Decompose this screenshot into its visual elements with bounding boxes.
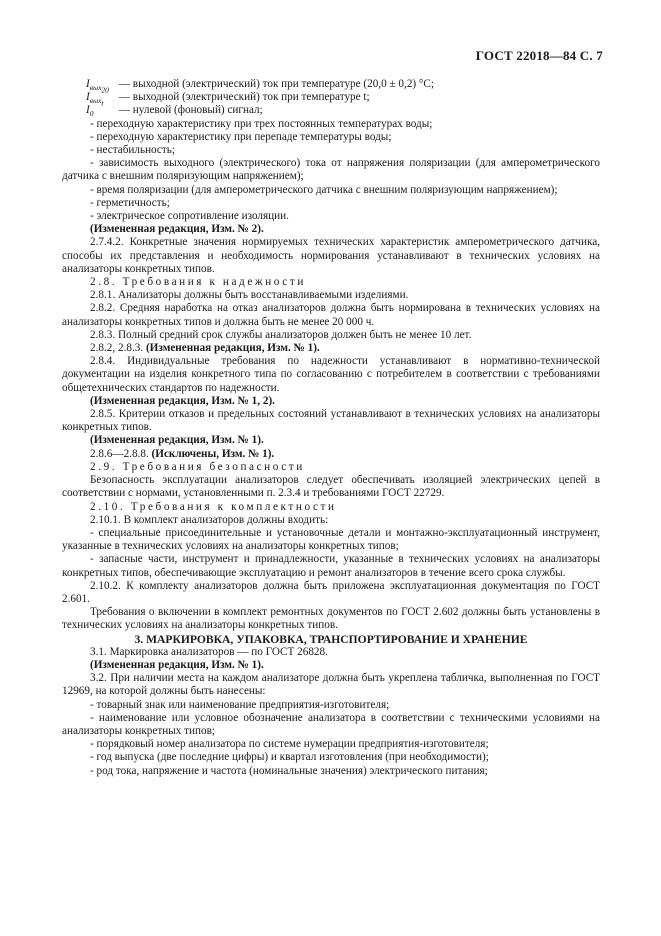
definition-line: $I_{вых_{20}}$ — выходной (электрический) ток при температуре (20,0 ± 0,2) °С; [86, 78, 434, 95]
paragraph-2-9: Безопасность эксплуатации анализаторов следует обеспечивать изоляцией электрических цепей в соответствии с нормами, установленными п. 2.3.4 и требованиями ГОСТ 22729. [62, 474, 600, 500]
list-item: - герметичность; [90, 196, 170, 209]
amendment-note: (Измененная редакция, Изм. № 1). [90, 434, 264, 447]
list-item: - нестабильность; [90, 144, 175, 157]
amendment-line: 2.8.2, 2.8.3. (Измененная редакция, Изм. № 1). [90, 342, 320, 355]
paragraph-2-8-3: 2.8.3. Полный средний срок службы анализаторов должен быть не менее 10 лет. [90, 328, 472, 341]
paragraph-3-1: 3.1. Маркировка анализаторов — по ГОСТ 26828. [90, 645, 328, 658]
paragraph-2-10-2: 2.10.2. К комплекту анализаторов должна быть приложена эксплуатационная документация по ГОСТ 2.601. [62, 579, 600, 605]
paragraph-2-8-1: 2.8.1. Анализаторы должны быть восстанавливаемыми изделиями. [90, 289, 409, 302]
amendment-note: (Измененная редакция, Изм. № 2). [90, 223, 264, 236]
list-item: - год выпуска (две последние цифры) и квартал изготовления (при необходимости); [90, 751, 489, 764]
subsection-heading-safety: 2.9. Требования безопасности [90, 460, 305, 473]
subsection-heading-completeness: 2.10. Требования к комплектности [90, 500, 337, 513]
definition-line: $I_0$ — нулевой (фоновый) сигнал; [86, 104, 263, 119]
symbol: $I_{вых_{20}}$ [86, 78, 109, 95]
list-item: - запасные части, инструмент и принадлежности, указанные в технических условиях на анализаторы конкретных типов, обеспечивающие эксплуатацию и ремонт анализаторов в течение всего срока службы. [62, 553, 600, 579]
list-item: - специальные присоединительные и установочные детали и монтажно-эксплуатационный инструмент, указанные в технических условиях на анализаторы конкретных типов; [62, 526, 600, 553]
definition-line: $I_{вых_t}$ — выходной (электрический) ток при температуре t; [86, 91, 370, 108]
amendment-note: (Измененная редакция, Изм. № 1). [90, 658, 264, 671]
list-item: - электрическое сопротивление изоляции. [90, 210, 289, 223]
paragraph-2-8-5: 2.8.5. Критерии отказов и предельных состояний устанавливают в технических условиях на анализаторы конкретных типов. [62, 408, 600, 434]
list-item: - наименование или условное обозначение анализатора в соответствии с техническими условиями на анализаторы конкретных типов; [62, 711, 600, 737]
symbol: $I_{вых_t}$ [86, 91, 104, 108]
list-item: - род тока, напряжение и частота (номинальные значения) электрического питания; [90, 764, 488, 777]
amendment-note: (Измененная редакция, Изм. № 1, 2). [90, 394, 275, 407]
symbol: $I_0$ [86, 104, 94, 119]
list-item: - товарный знак или наименование предприятия-изготовителя; [90, 698, 390, 711]
list-item: - переходную характеристику при трех постоянных температурах воды; [90, 117, 433, 130]
page-header: ГОСТ 22018—84 С. 7 [475, 48, 603, 63]
list-item: - порядковый номер анализатора по системе нумерации предприятия-изготовителя; [90, 738, 489, 751]
list-item: - переходную характеристику при перепаде температуры воды; [90, 130, 392, 143]
paragraph-2-10-1: 2.10.1. В комплект анализаторов должны входить: [90, 513, 329, 526]
list-item: - зависимость выходного (электрического) тока от напряжения поляризации (для амперометрического датчика с внешним поляризующим напряжением); [62, 157, 600, 183]
excluded-line: 2.8.6—2.8.8. (Исключены, Изм. № 1). [90, 447, 275, 460]
paragraph-repair-docs: Требования о включении в комплект ремонтных документов по ГОСТ 2.602 должны быть установлены в технических условиях на анализаторы конкретных типов. [62, 606, 600, 632]
paragraph-2-7-4-2: 2.7.4.2. Конкретные значения нормируемых технических характеристик амперометрического датчика, способы их представления и необходимость нормирования устанавливают в технических условиях на анализаторы конкретных типов. [62, 236, 600, 275]
paragraph-2-8-4: 2.8.4. Индивидуальные требования по надежности устанавливают в нормативно-технической документации на изделия конкретного типа по согласованию с потребителем в соответствии с требованиями общетехнических стандартов по надежности. [62, 355, 600, 394]
page-body [62, 78, 600, 778]
subsection-heading-reliability: 2.8. Требования к надежности [90, 276, 306, 289]
list-item: - время поляризации (для амперометрического датчика с внешним поляризующим напряжением); [90, 183, 558, 196]
paragraph-2-8-2: 2.8.2. Средняя наработка на отказ анализаторов должна быть нормирована в технических условиях на анализаторы конкретных типов и должна быть не менее 20 000 ч. [62, 302, 600, 328]
section-heading-3: 3. МАРКИРОВКА, УПАКОВКА, ТРАНСПОРТИРОВАНИЕ И ХРАНЕНИЕ [134, 632, 528, 646]
paragraph-3-2: 3.2. При наличии места на каждом анализаторе должна быть укреплена табличка, выполненная по ГОСТ 12969, на которой должны быть нанесены: [62, 672, 600, 698]
